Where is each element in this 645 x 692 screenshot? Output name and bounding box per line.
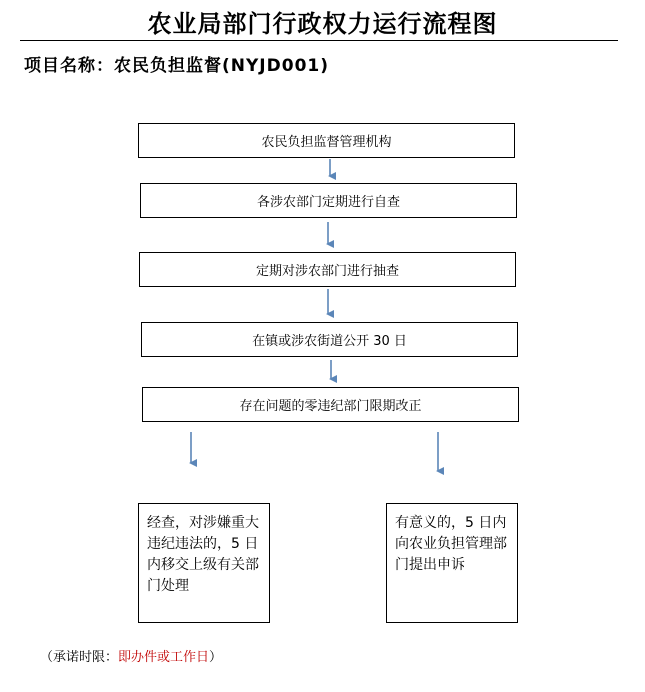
- deadline-tail: ）: [209, 650, 223, 665]
- step-label: 各涉农部门定期进行自查: [256, 195, 400, 210]
- step-label: 在镇或涉农街道公开 30 日: [252, 334, 407, 349]
- outcome-transfer-text: 经查，对涉嫌重大违纪违法的，5 日内移交上级有关部门处理: [147, 515, 259, 594]
- project-name: 项目名称：农民负担监督(NYJD001): [24, 56, 329, 76]
- deadline-highlight: 即办件或工作日: [118, 650, 210, 665]
- step-label: 定期对涉农部门进行抽查: [255, 264, 399, 279]
- deadline-lead: （承诺时限：: [40, 650, 119, 665]
- step-label: 农民负担监督管理机构: [261, 135, 392, 150]
- outcome-appeal-box: [386, 503, 518, 623]
- outcome-transfer-box: [138, 503, 270, 623]
- page-title: 农业局部门行政权力运行流程图: [147, 9, 498, 38]
- commitment-deadline: [40, 646, 222, 665]
- outcome-appeal-text: 有意义的，5 日内向农业负担管理部门提出申诉: [395, 515, 507, 573]
- step-label: 存在问题的零违纪部门限期改正: [239, 399, 422, 414]
